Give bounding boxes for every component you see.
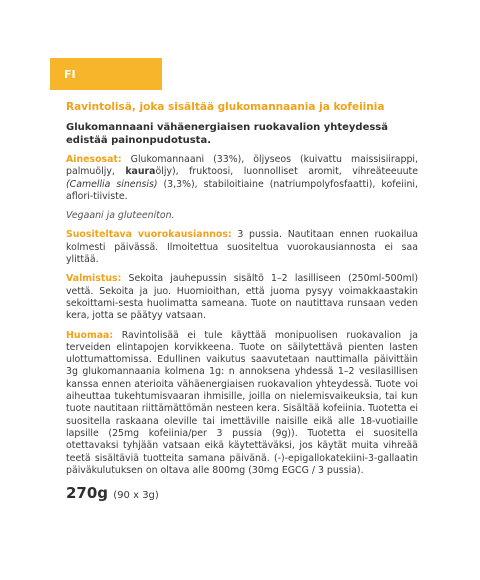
label-text-block	[66, 100, 418, 502]
preparation-label: Valmistus:	[66, 273, 122, 285]
ingredients-text-1: Glukomannaani (33%), öljyseos (kuivattu maissisiirappi, palmuöljy,	[66, 154, 418, 178]
ingredients-text-3: (3,3%), stabiloitiaine (natriumpolyfosfaatti), kofeiini, aflori-tiiviste.	[66, 178, 418, 202]
vegan-statement: Vegaani ja gluteeniton.	[66, 210, 175, 222]
dosage-label: Suositeltava vuorokausiannos:	[66, 229, 232, 241]
pack-size: (90 x 3g)	[113, 490, 159, 502]
notice-text: Ravintolisää ei tule käyttää monipuolisen ruokavalion ja terveiden elintapojen korvikkeena. Tuote on säilytettävä pienten lasten ulottumattomissa. Edullinen vaikutus saavutetaan nauttimalla päivittäin 3g glukomannaania kolmena 1g: n annoksena yhdessä 1–2 vesilasillisen kanssa ennen aterioita vähäenergiaisen ruokavalion yhteydessä. Tuote voi aiheuttaa tukehtumisvaaran ihmisille, joilla on nielemisvaikeuksia, tai kun tuote nautitaan riittämättömän nesteen kera. Sisältää kofeiinia. Tuotetta ei suositella raskaana oleville tai imettäville naisille eikä alle 18-vuotiaille lapsille (25mg kofeiinia/per 3 pussia (9g)). Tuotetta ei suositella otettavaksi tyhjään vatsaan eikä käytettäväksi, jos käytät muita vihreää teetä sisältäviä tuotteita samana päivänä. (-)-epigallokatekiini-3-gallaatin päiväkulutuksen on oltava alle 800mg (30mg EGCG / 3 pussia).	[66, 329, 419, 476]
preparation-paragraph	[66, 273, 418, 322]
notice-label: Huomaa:	[66, 329, 114, 341]
notice-paragraph	[66, 330, 418, 478]
ingredients-label: Ainesosat:	[66, 154, 122, 165]
allergen-word: kaura	[125, 166, 156, 178]
product-title: Ravintolisä, joka sisältää glukomannaania ja kofeiinia	[66, 101, 385, 113]
dosage-paragraph	[66, 229, 418, 266]
product-claim: Glukomannaani vähäenergiaisen ruokavalion yhteydessä edistää painonpudotusta.	[66, 122, 389, 146]
net-weight	[66, 484, 418, 502]
language-tab	[50, 58, 162, 90]
ingredients-text-2: öljy), fruktoosi, luonnolliset aromit, vihreäteeuute	[155, 166, 418, 178]
ingredients-paragraph	[66, 154, 418, 203]
latin-name: (Camellia sinensis)	[66, 178, 158, 190]
language-code: FI	[64, 67, 76, 81]
dosage-text: 3 pussia. Nautitaan ennen ruokailua kolmesti päivässä. Ilmoitettua suositeltua vuorokausiannosta ei saa ylittää.	[66, 229, 418, 266]
preparation-text: Sekoita jauhepussin sisältö 1–2 lasilliseen (250ml-500ml) vettä. Sekoita ja juo. Huomioithan, että juoma pysyy voimakkaastakin sekoittami-sesta huolimatta sameana. Tuote on nautittava runsaan veden kera, jotta se päätyy vatsaan.	[66, 273, 418, 322]
net-weight-value: 270g	[66, 484, 109, 503]
